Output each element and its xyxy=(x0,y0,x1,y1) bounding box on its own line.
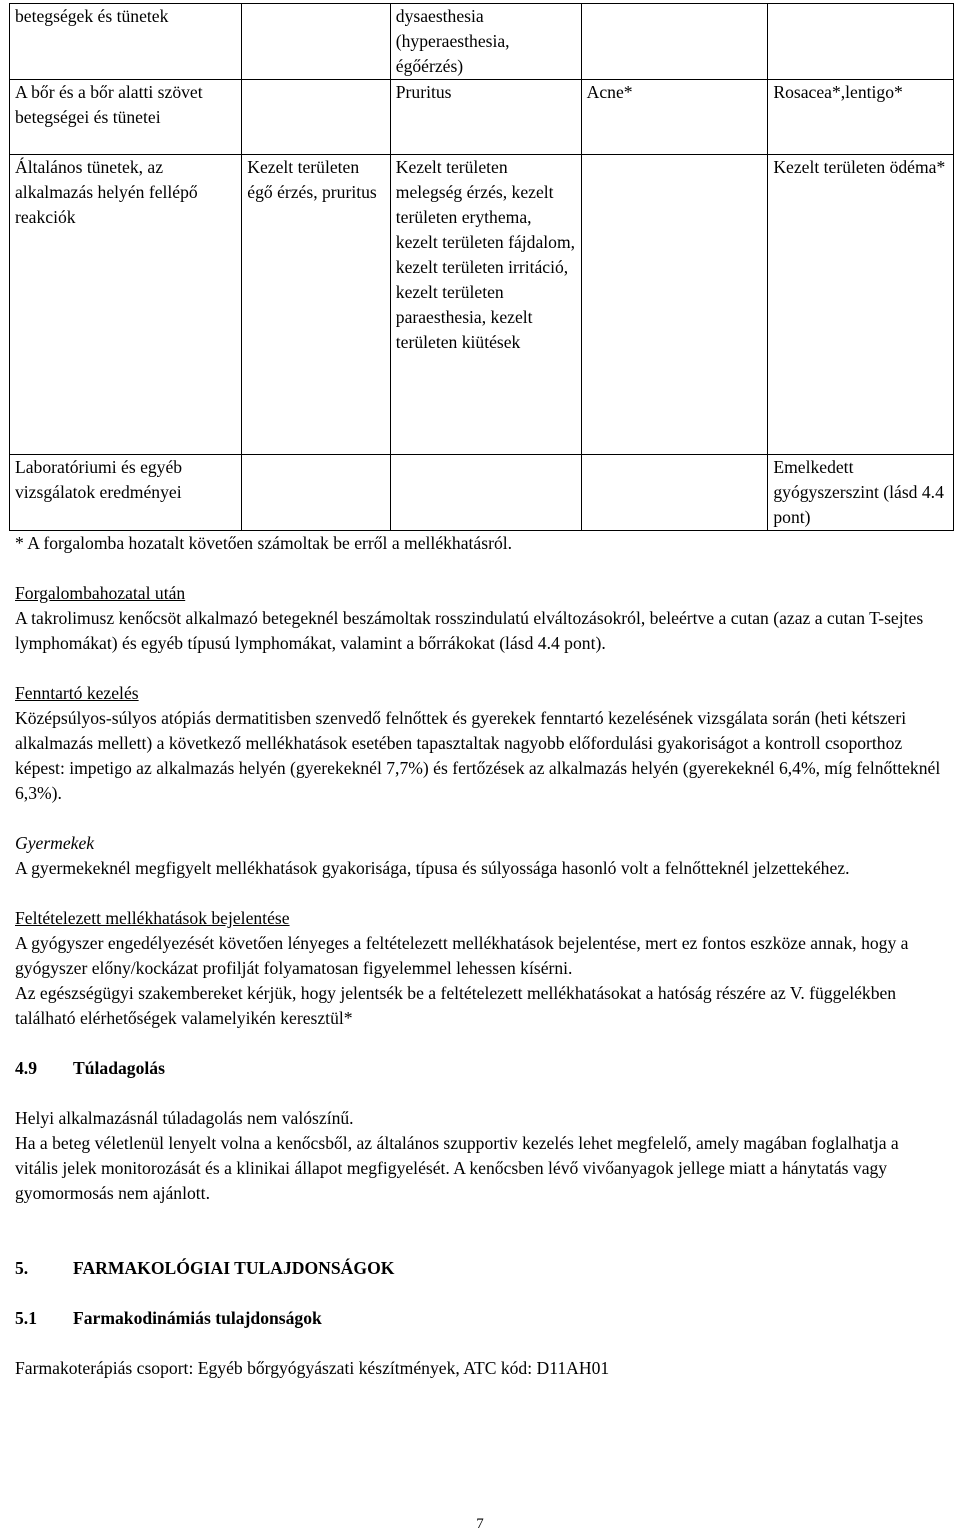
table-row xyxy=(10,455,954,531)
table-cell xyxy=(242,80,390,155)
table-cell xyxy=(768,4,954,80)
section-number: 5. xyxy=(15,1258,29,1278)
pharmacology-heading xyxy=(15,1256,943,1281)
section-number: 4.9 xyxy=(15,1058,37,1078)
table-cell: Kezelt területen ödéma* xyxy=(768,155,954,455)
table-cell: Emelkedett gyógyszerszint (lásd 4.4 pont) xyxy=(768,455,954,531)
table-cell: Rosacea*,lentigo* xyxy=(768,80,954,155)
overdose-heading xyxy=(15,1056,943,1081)
table-row xyxy=(10,4,954,80)
section-title: Túladagolás xyxy=(73,1058,165,1078)
reporting-text-2: Az egészségügyi szakembereket kérjük, hogy jelentsék be a feltételezett mellékhatásokat a hatóság részére az V. függelékben található elérhetőségek valamelyikén keresztül* xyxy=(15,983,897,1028)
table-cell xyxy=(581,155,768,455)
table-cell: Általános tünetek, az alkalmazás helyén fellépő reakciók xyxy=(10,155,242,455)
table-footnote: * A forgalomba hozatalt követően számoltak be erről a mellékhatásról. xyxy=(15,533,513,553)
page-number: 7 xyxy=(476,1516,484,1532)
section-title: FARMAKOLÓGIAI TULAJDONSÁGOK xyxy=(73,1258,395,1278)
table-cell: betegségek és tünetek xyxy=(10,4,242,80)
table-cell xyxy=(390,455,581,531)
table-cell: A bőr és a bőr alatti szövet betegségei és tünetei xyxy=(10,80,242,155)
reporting-heading: Feltételezett mellékhatások bejelentése xyxy=(15,908,290,928)
overdose-text-2: Ha a beteg véletlenül lenyelt volna a kenőcsből, az általános szupportiv kezelés lehet megfelelő, amely magában foglalhatja a vitális jelek monitorozását és a klinikai állapot megfigyelését. A kenőcsben lévő vivőanyagok jellege miatt a hánytatás vagy gyomormosás nem ajánlott. xyxy=(15,1133,899,1203)
table-cell: Pruritus xyxy=(390,80,581,155)
post-marketing-heading: Forgalombahozatal után xyxy=(15,583,186,603)
maintenance-heading: Fenntartó kezelés xyxy=(15,683,139,703)
post-marketing-text: A takrolimusz kenőcsöt alkalmazó betegeknél beszámoltak rosszindulatú elváltozásokról, beleértve a cutan (azaz a cutan T-sejtes lymphomákat) és egyéb típusú lymphomákat, valamint a bőrrákokat (lásd 4.4 pont). xyxy=(15,608,924,653)
pharmacodynamics-heading xyxy=(15,1306,943,1331)
table-cell xyxy=(581,455,768,531)
table-cell: dysaesthesia (hyperaesthesia, égőérzés) xyxy=(390,4,581,80)
reporting-text-1: A gyógyszer engedélyezését követően lényeges a feltételezett mellékhatások bejelentése, mert ez fontos eszköze annak, hogy a gyógyszer előny/kockázat profilját folyamatosan figyelemmel lehessen kísérni. xyxy=(15,933,909,978)
table-cell: Acne* xyxy=(581,80,768,155)
table-row xyxy=(10,80,954,155)
section-number: 5.1 xyxy=(15,1308,37,1328)
table-cell xyxy=(242,4,390,80)
table-cell xyxy=(581,4,768,80)
children-text: A gyermekeknél megfigyelt mellékhatások gyakorisága, típusa és súlyossága hasonló volt a felnőtteknél jelzettekéhez. xyxy=(15,858,850,878)
maintenance-text: Középsúlyos-súlyos atópiás dermatitisben szenvedő felnőttek és gyerekek fenntartó kezelésének vizsgálata során (heti kétszeri alkalmazás mellett) a következő mellékhatások esetében tapasztaltak nagyobb előfordulási gyakoriságot a kontroll csoporthoz képest: impetigo az alkalmazás helyén (gyerekeknél 7,7%) és fertőzések az alkalmazás helyén (gyerekeknél 6,4%, míg felnőtteknél 6,3%). xyxy=(15,708,941,803)
document-page xyxy=(15,3,946,1381)
adverse-effects-table xyxy=(9,3,954,531)
overdose-text-1: Helyi alkalmazásnál túladagolás nem valószínű. xyxy=(15,1108,354,1128)
table-cell: Laboratóriumi és egyéb vizsgálatok eredményei xyxy=(10,455,242,531)
table-row xyxy=(10,155,954,455)
children-heading: Gyermekek xyxy=(15,833,95,853)
section-title: Farmakodinámiás tulajdonságok xyxy=(73,1308,322,1328)
table-cell: Kezelt területen égő érzés, pruritus xyxy=(242,155,390,455)
table-cell: Kezelt területen melegség érzés, kezelt területen erythema, kezelt területen fájdalom, kezelt területen irritáció, kezelt területen paraesthesia, kezelt területen kiütések xyxy=(390,155,581,455)
table-cell xyxy=(242,455,390,531)
pharmacodynamics-text: Farmakoterápiás csoport: Egyéb bőrgyógyászati készítmények, ATC kód: D11AH01 xyxy=(15,1358,610,1378)
